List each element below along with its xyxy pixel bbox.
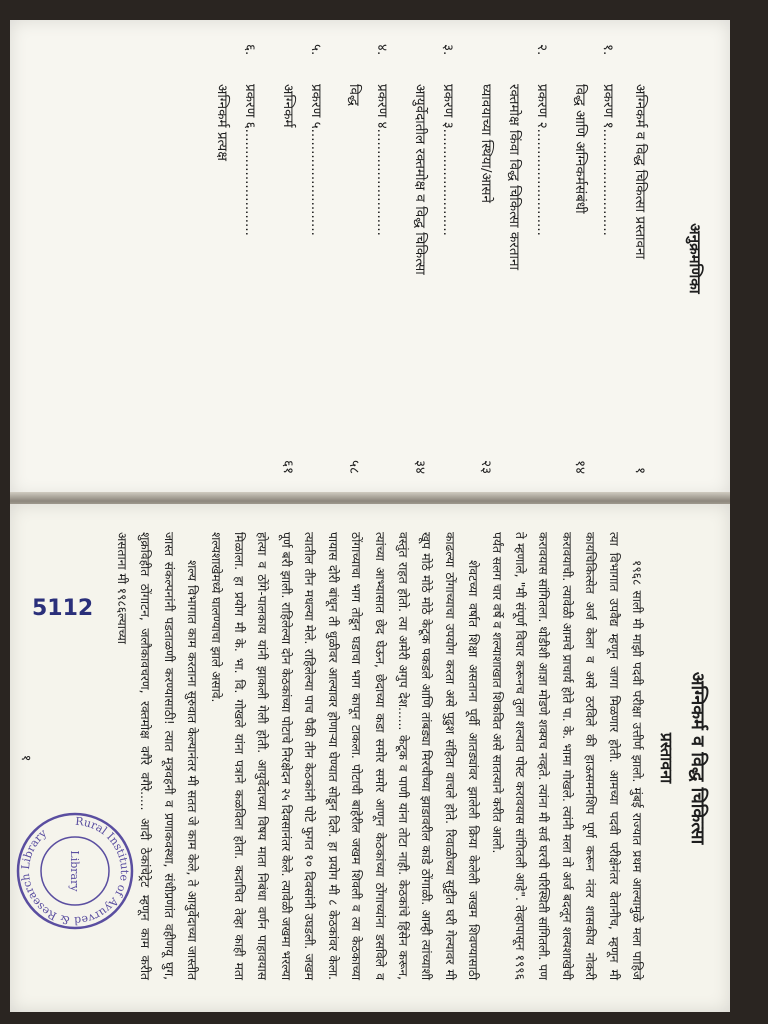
contents-entry-label: रक्तमोक्ष किंवा विद्ध चिकित्सा करताना [506, 84, 522, 271]
contents-entry-label: प्रकरण ३......................... [440, 84, 456, 236]
contents-entry-label: प्रकरण १......................... [600, 84, 616, 236]
contents-entry-label: प्रकरण २......................... [534, 84, 550, 236]
accession-number: 5112 [32, 596, 94, 621]
contents-entry [506, 44, 524, 474]
contents-entry-number: १. [600, 44, 616, 56]
preface-paragraph: शल्य विभागात काम करताना सुरुवात केल्यानंतर मी सतत जे काम केले, ते आयुर्वेदाच्या जास्तीत जास्त संकल्पनांनी पडताळणी करण्यासाठी! त्यात मूत्रवहनी व प्रणाकवस्था, संधीप्रणांत वहीणयू घुग, शुक्रविहीत ठोंगाटन, जलौकावचरण, रक्तमोक्ष वगैरे वगैरे..... आदी ठेकांचेट्रेट म्हणून काम करीत असताना मी १९८६ल्याच्या [115, 532, 200, 980]
contents-entry [280, 44, 298, 474]
contents-entry [534, 44, 552, 474]
contents-entry [308, 44, 326, 474]
stamp-ring-text: Rural Institute of Ayurved & Research Library [18, 814, 132, 928]
contents-entry [242, 44, 260, 474]
contents-entry-number: ३. [440, 44, 456, 56]
contents-entry [572, 44, 590, 474]
contents-entry-label: प्रकरण ४......................... [374, 84, 390, 236]
preface-heading: अग्निकर्म व विद्ध चिकित्सा [687, 671, 708, 845]
contents-entry-page: १ [632, 466, 648, 474]
contents-entry [440, 44, 458, 474]
library-stamp [14, 810, 136, 932]
contents-entry-label: प्रकरण ६......................... [242, 84, 258, 236]
contents-entry-label: अग्निकर्म [280, 84, 296, 128]
contents-entry-label: प्रकरण ५......................... [308, 84, 324, 236]
contents-entry-label: अग्निकर्म व विद्ध चिकित्सा प्रस्तावना [632, 84, 648, 260]
contents-entry-label: अग्निकर्म प्रत्यक्ष [214, 84, 230, 161]
preface-paragraph: १९६८ साली मी माझी पदवी परीक्षा उत्तीर्ण झालो. मुंबई राज्यात प्रथम आल्यामुळे मला पाहिजे त्या विभागात उपवैद्य म्हणून जागा मिळणार होती. आमच्या पदवी परीक्षेनंतर वेतानीच, म्हणून मी कायचिकित्सेत अर्ज केला व असे ठरविले की हाऊसमनशिप पूर्ण करून नंतर शासकीय नोकरी करावयाची. त्यावेळी आमचे प्राचार्य होते पा. के. भामा गोखले. त्यांनी मला तो अर्ज बदलून शल्यशाखेची करावयास सांगितला. थोडीशी आज्ञा मोडणे शक्यच नव्हते. त्यांना मी सर्व घरची परिस्थिती सांगितली. पण ते म्हणाले, "मी संपूर्ण विचार करूनच तुला शल्यात पोस्ट करावयास सांगितली आहे". तेव्हापासून १९९६ पर्यंत सलग चार वर्षे व शल्याशाखात शिकवित असे सातत्याने करीत आलो. [489, 532, 644, 980]
contents-page [10, 20, 730, 497]
contents-entry [214, 44, 232, 474]
contents-entry-number: २. [534, 44, 550, 56]
contents-entry-label: विद्ध [346, 84, 362, 106]
contents-entry-page: १४ [572, 459, 588, 474]
contents-entry-page: २३ [478, 459, 494, 474]
contents-entry-number: ४. [374, 44, 390, 56]
contents-entry-page: ३४ [412, 459, 428, 474]
contents-entry-page: ६१ [280, 459, 296, 474]
contents-entry [346, 44, 364, 474]
contents-entry-label: विद्ध आणि अग्निकर्मसंबंधी [572, 84, 588, 214]
contents-entry [374, 44, 392, 474]
contents-entry-label: आयुर्वेदातील रक्तमोक्ष व विद्ध चिकित्सा [412, 84, 428, 275]
contents-entry [600, 44, 618, 474]
page-number: १ [18, 754, 33, 762]
contents-entry-number: ६. [242, 44, 258, 56]
contents-entry-label: घ्यावयाच्या स्थिया/आसने [478, 84, 494, 203]
contents-entry-number: ५. [308, 44, 324, 56]
preface-subheading: प्रस्तावना [657, 732, 676, 784]
preface-paragraph: शेवटच्या वर्षात शिक्षा असताना पूर्वी आतड्यांवर झालेली क्रिया केलेली जखम शिवण्यासाठी काढल्या ठोंगाच्याचा उपयोग करता असे पुढुश संहिता वाचले होते. रिवाळीच्या सुट्टीत घरी गेल्यावर मी खूप मोठे मोठे मोठे केटूक पकडले आणि तांबड्या मिरचीच्या झाडावरील काडे ठोंगाळी. आम्ही त्यांच्याशी वस्तुंत राहत होतो. त्या अमेरी अगुप देश...... केटूक व पाणी यांना तोटा नाही. केठकांचे हिंसेन करून, त्यांच्या आभ्यासात छेद घेऊन, छेदाच्या कडा समोर समोर आणून केठकांच्या ठोंगाच्यांना डसविले व ठोंगाच्याचा भाग तोडून घडाचा भाग कापून टाकला. पोटाची बाहेरील जखम शिवली व त्या केठकाच्या पायास दोरी बांधून ती धुळीवर आल्यावर होणार्‍या घेण्यात सोडून दिले. हा प्रयोग मी ८ केठकांवर केला. त्यातील तीन मधल्या मेले. राहिलेल्या पाच पैकी तीन केठकांनी पोटे फुगत १० दिवसांनी उघडली. जखम पूर्ण बरी झाली. राहिलेल्या दोन केठकांच्या पोटाचे निरक्षेदन २५ दिवसानंतर केले. त्यावेळी जखमा भरल्या होत्या व ठोंगे-पालकाय यांनी झाकली गेली होती. आयुर्वेदाच्या विषय माता निबंधा वर्णन पाहावयास मिळाला. हा प्रयोग मी के. भा. वि. गोखले यांना पत्राने कळविला होता. कदाचित तेव्हा काही मता शल्यशाखेमध्ये घालण्याचा झाले असावे. [208, 532, 481, 980]
stamp-center-text: Library [68, 850, 82, 892]
contents-title: अनुक्रमणिका [686, 223, 704, 294]
contents-entry [412, 44, 430, 474]
contents-entry-page: ५८ [346, 459, 362, 474]
preface-body [110, 532, 648, 980]
contents-entry [632, 44, 650, 474]
contents-entry [478, 44, 496, 474]
preface-page [10, 504, 730, 1012]
